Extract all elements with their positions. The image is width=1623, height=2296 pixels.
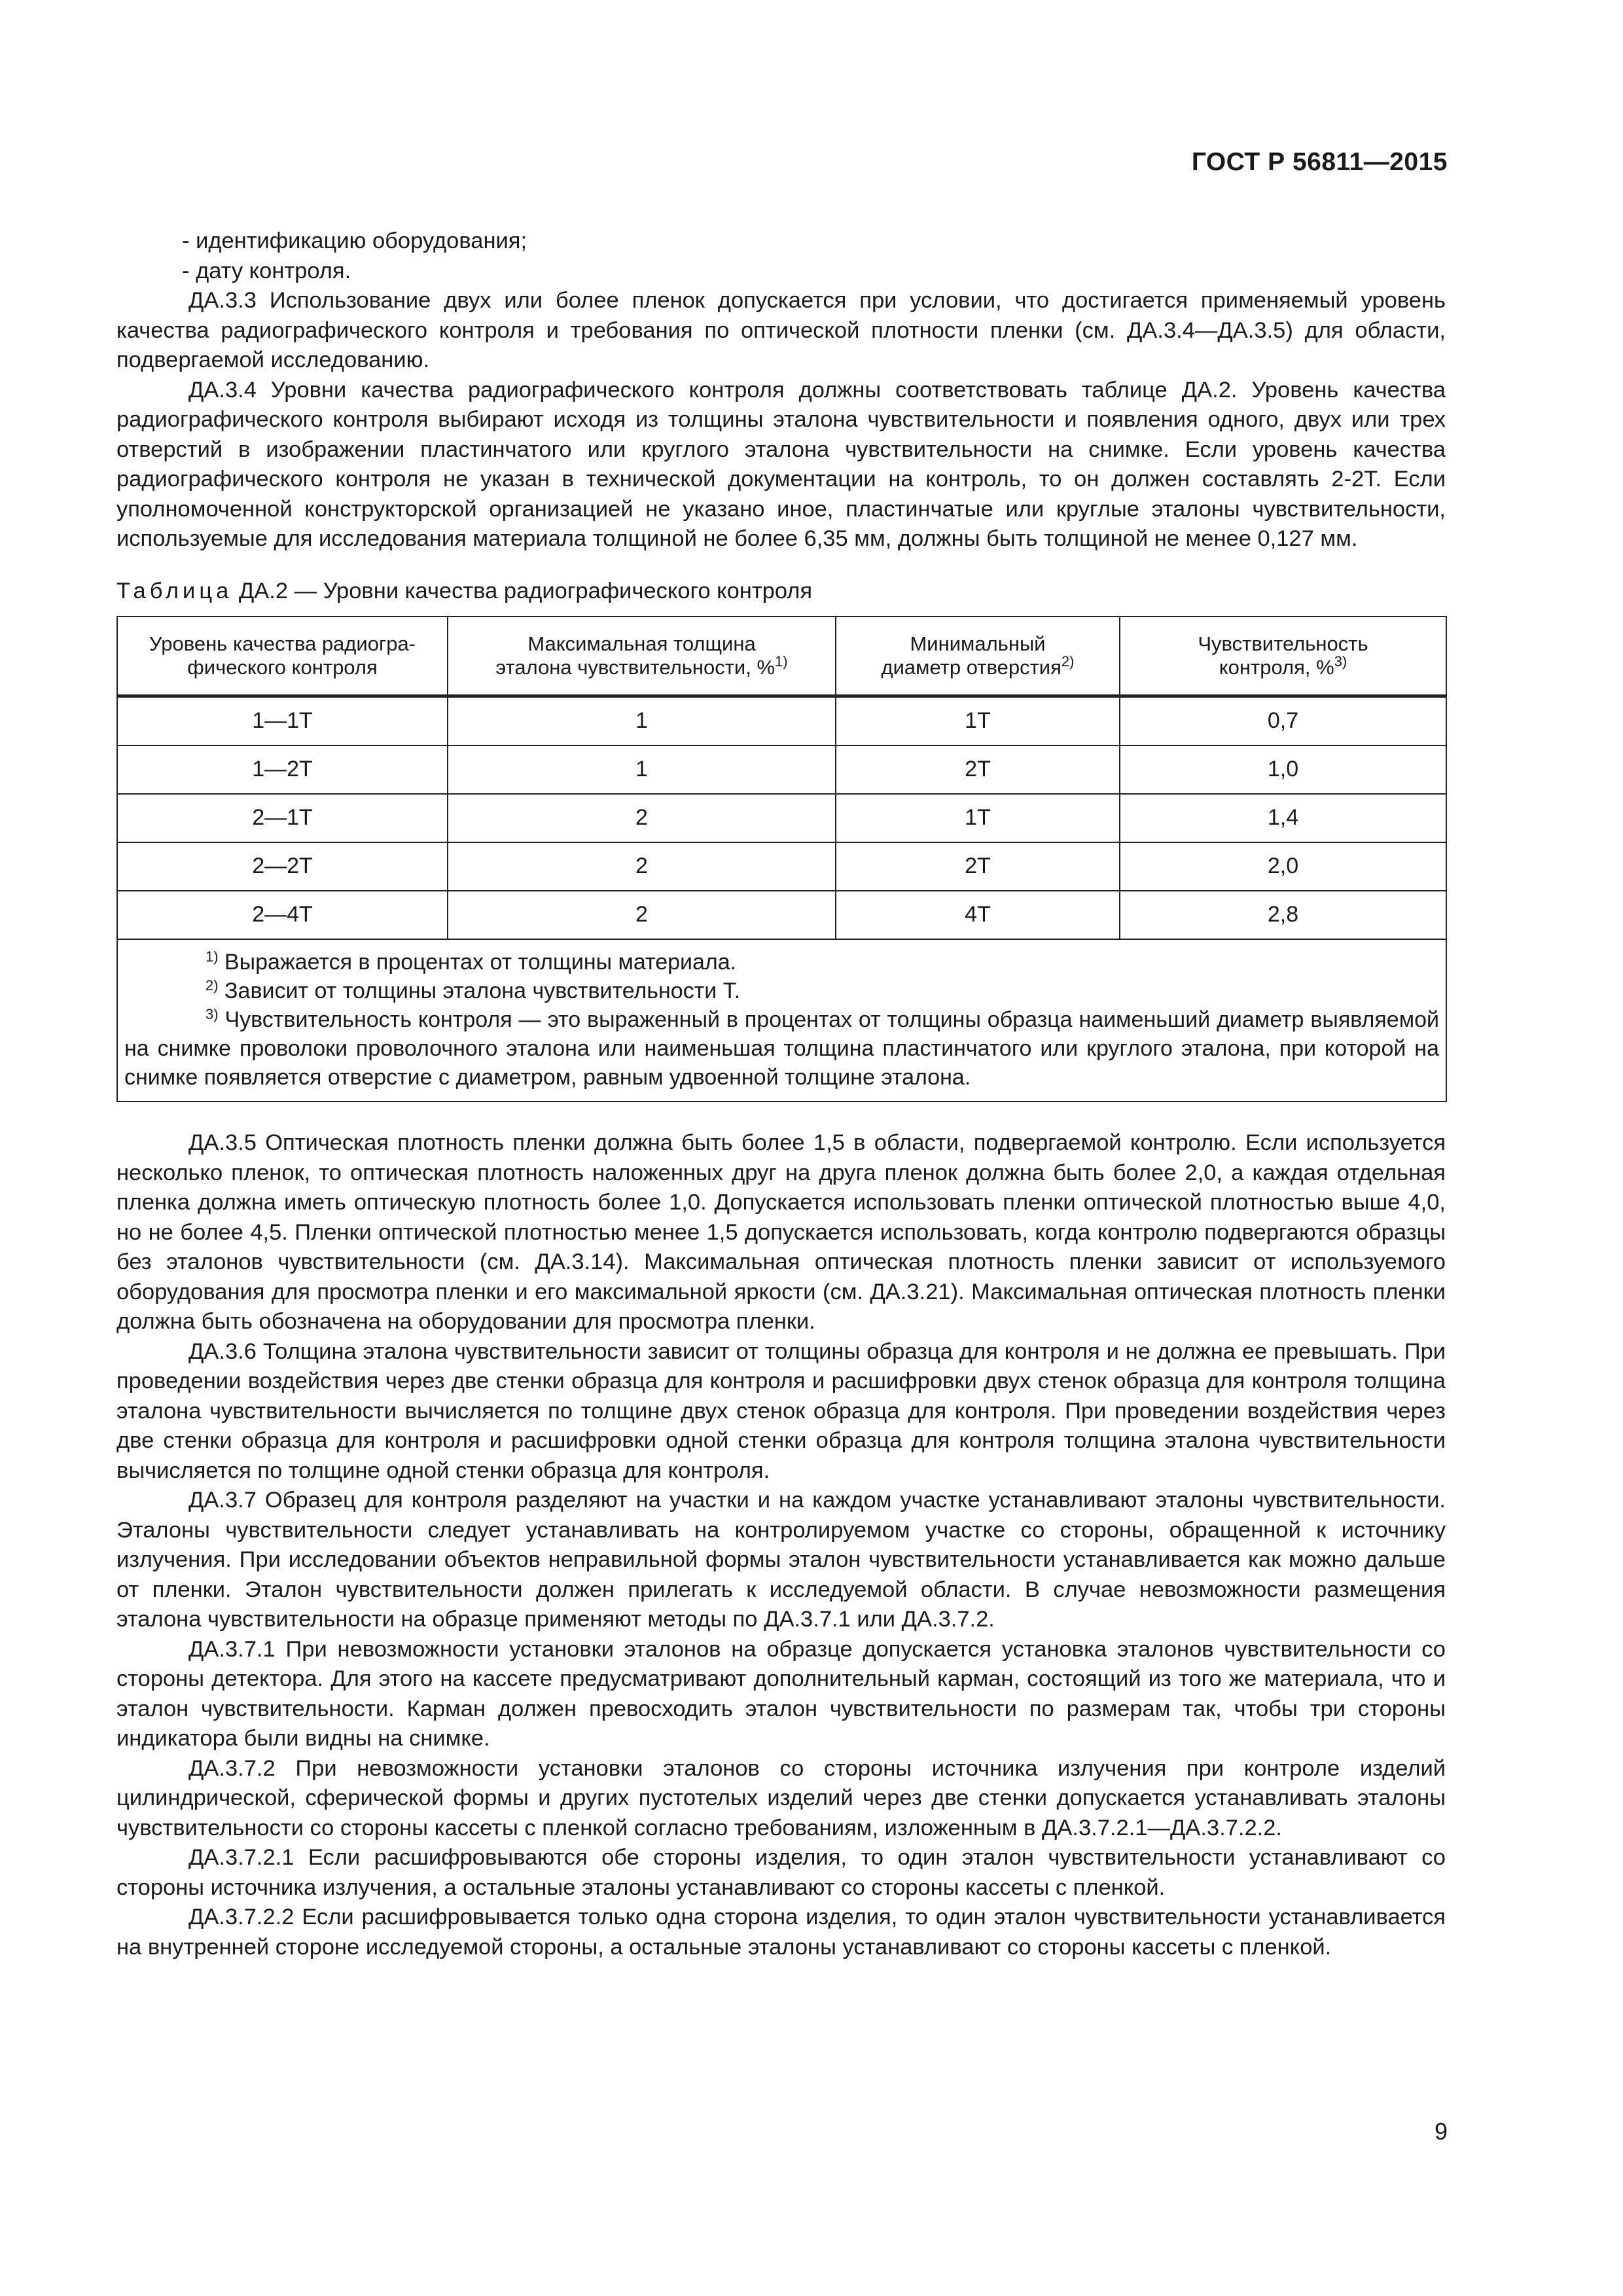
table-cell: 1—1Т	[117, 696, 448, 746]
table-cell: 2	[448, 794, 836, 842]
table-cell: 2Т	[836, 745, 1120, 794]
table-cell: 1	[448, 696, 836, 746]
table-footnote: $^{1)}$ Выражается в процентах от толщины материала.	[205, 948, 737, 975]
table-notes	[117, 939, 1446, 1102]
table-cell: 4Т	[836, 891, 1120, 939]
table-header-row	[117, 617, 1446, 696]
paragraph-da-3-3: ДА.3.3 Использование двух или более пленок допускается при условии, что достигается применяемый уровень качества радиографического контроля и требования по оптической плотности пленки (см. ДА.3.4—ДА.3.5) для области, подвергаемой исследованию.	[116, 288, 1446, 372]
table-cell: 2—1Т	[117, 794, 448, 842]
table-cell: 2	[448, 842, 836, 891]
column-header: Максимальная толщина эталона чувствительности, %$^{1)}$	[448, 617, 836, 696]
paragraph-da-3-7-1: ДА.3.7.1 При невозможности установки эталонов на образце допускается установка эталонов чувствительности со стороны детектора. Для этого на кассете предусматривают дополнительный карман, состоящий из того же материала, что и эталон чувствительности. Карман должен превосходить эталон чувствительности по размерам так, чтобы три стороны индикатора были видны на снимке.	[116, 1636, 1446, 1751]
column-header: Минимальный диаметр отверстия$^{2)}$	[836, 617, 1120, 696]
paragraph-da-3-6: ДА.3.6 Толщина эталона чувствительности зависит от толщины образца для контроля и не должна ее превышать. При проведении воздействия через две стенки образца для контроля и расшифровки двух стенок образца для контроля толщина эталона чувствительности вычисляется по толщине двух стенок образца для контроля. При проведении воздействия через две стенки образца для контроля и расшифровки одной стенки образца для контроля толщина эталона чувствительности вычисляется по толщине одной стенки образца для контроля.	[116, 1338, 1446, 1483]
column-header: Уровень качества радиогра- фического контроля	[117, 617, 448, 696]
paragraph-da-3-7-2-1: ДА.3.7.2.1 Если расшифровываются обе стороны изделия, то один эталон чувствительности устанавливают со стороны источника излучения, а остальные эталоны устанавливают со стороны кассеты с пленкой.	[116, 1845, 1446, 1900]
table-row	[117, 745, 1446, 794]
table-cell: 0,7	[1120, 696, 1446, 746]
table-cell: 1,4	[1120, 794, 1446, 842]
column-header: Чувствительность контроля, %$^{3)}$	[1120, 617, 1446, 696]
table-cell: 2,0	[1120, 842, 1446, 891]
document-body	[116, 226, 1446, 1962]
table-row	[117, 696, 1446, 746]
table-footnote: $^{3)}$ Чувствительность контроля — это выраженный в процентах от толщины образца наименьший диаметр выявляемой на снимке проволоки проволочного эталона или наименьшая толщина пластинчатого или круглого эталона, при которой на снимке появляется отверстие с диаметром, равным удвоенной толщине эталона.	[124, 1006, 1439, 1090]
table-cell: 1Т	[836, 794, 1120, 842]
table-caption-label: Таблица	[116, 578, 233, 603]
table-cell: 2,8	[1120, 891, 1446, 939]
paragraph-da-3-7: ДА.3.7 Образец для контроля разделяют на участки и на каждом участке устанавливают эталоны чувствительности. Эталоны чувствительности следует устанавливать на контролируемом участке со стороны, обращенной к источнику излучения. При исследовании объектов неправильной формы эталон чувствительности устанавливается как можно дальше от пленки. Эталон чувствительности должен прилегать к исследуемой области. В случае невозможности размещения эталона чувствительности на образце применяют методы по ДА.3.7.1 или ДА.3.7.2.	[116, 1488, 1446, 1632]
table-cell: 1Т	[836, 696, 1120, 746]
table-caption-text: ДА.2 — Уровни качества радиографического контроля	[238, 578, 813, 603]
page-number: 9	[1434, 2118, 1448, 2145]
quality-levels-table	[116, 616, 1447, 1102]
list-item: - идентификацию оборудования;	[182, 228, 527, 253]
table-cell: 1—2Т	[117, 745, 448, 794]
table-row	[117, 794, 1446, 842]
table-cell: 1,0	[1120, 745, 1446, 794]
paragraph-da-3-7-2: ДА.3.7.2 При невозможности установки эталонов со стороны источника излучения при контроле изделий цилиндрической, сферической формы и других пустотелых изделий через две стенки допускается устанавливать эталоны чувствительности со стороны кассеты с пленкой согласно требованиям, изложенным в ДА.3.7.2.1—ДА.3.7.2.2.	[116, 1755, 1446, 1840]
list-item: - дату контроля.	[182, 258, 351, 283]
document-code: ГОСТ Р 56811—2015	[1191, 148, 1448, 176]
table-notes-row	[117, 939, 1446, 1102]
table-row	[117, 842, 1446, 891]
table-cell: 2	[448, 891, 836, 939]
paragraph-da-3-4: ДА.3.4 Уровни качества радиографического контроля должны соответствовать таблице ДА.2. Уровень качества радиографического контроля выбирают исходя из толщины эталона чувствительности и появления одного, двух или трех отверстий в изображении пластинчатого или круглого эталона чувствительности на снимке. Если уровень качества радиографического контроля не указан в технической документации на контроль, то он должен составлять 2-2Т. Если уполномоченной конструкторской организацией не указано иное, пластинчатые или круглые эталоны чувствительности, используемые для исследования материала толщиной не более 6,35 мм, должны быть толщиной не менее 0,127 мм.	[116, 377, 1446, 551]
table-row	[117, 891, 1446, 939]
table-cell: 2—4Т	[117, 891, 448, 939]
table-caption	[116, 577, 1446, 607]
table-cell: 1	[448, 745, 836, 794]
table-footnote: $^{2)}$ Зависит от толщины эталона чувствительности Т.	[205, 977, 741, 1003]
table-cell: 2Т	[836, 842, 1120, 891]
paragraph-da-3-7-2-2: ДА.3.7.2.2 Если расшифровывается только одна сторона изделия, то один эталон чувствительности устанавливается на внутренней стороне исследуемой стороны, а остальные эталоны устанавливают со стороны кассеты с пленкой.	[116, 1905, 1446, 1960]
paragraph-da-3-5: ДА.3.5 Оптическая плотность пленки должна быть более 1,5 в области, подвергаемой контролю. Если используется несколько пленок, то оптическая плотность наложенных друг на друга пленок должна быть более 2,0, а каждая отдельная пленка должна иметь оптическую плотность более 1,0. Допускается использовать пленки оптической плотностью выше 4,0, но не более 4,5. Пленки оптической плотностью менее 1,5 допускается использовать, когда контролю подвергаются образцы без эталонов чувствительности (см. ДА.3.14). Максимальная оптическая плотность пленки зависит от используемого оборудования для просмотра пленки и его максимальной яркости (см. ДА.3.21). Максимальная оптическая плотность пленки должна быть обозначена на оборудовании для просмотра пленки.	[116, 1130, 1446, 1334]
table-cell: 2—2Т	[117, 842, 448, 891]
